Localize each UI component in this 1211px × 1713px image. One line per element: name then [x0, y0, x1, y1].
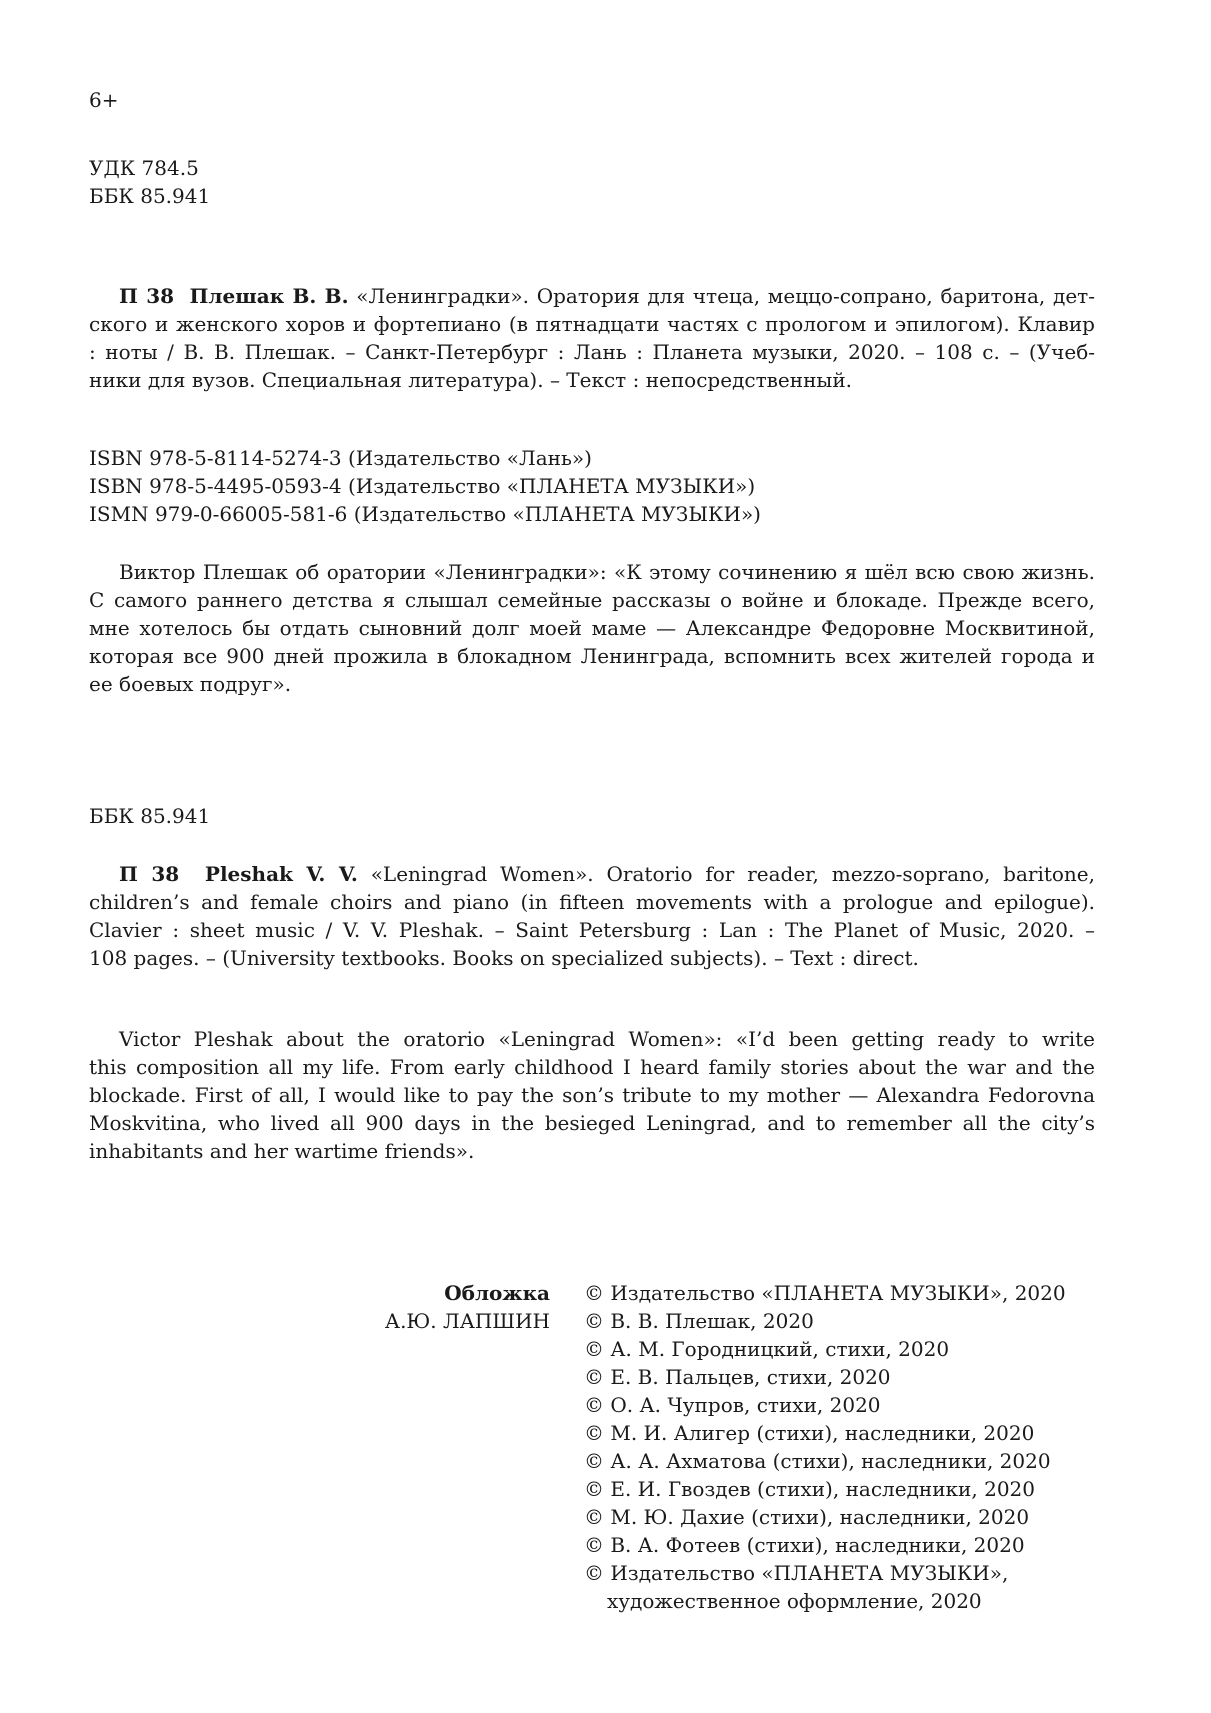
- bib-ru-code: П 38: [119, 284, 175, 308]
- cover-credit: [300, 1279, 550, 1335]
- bbk-code-en: ББК 85.941: [89, 804, 211, 828]
- udk-code: УДК 784.5: [89, 156, 199, 180]
- bib-ru-line: : ноты / В. В. Плешак. – Санкт-Петербург : Лань : Планета музыки, 2020. – 108 с. – (Учеб-: [89, 340, 1095, 364]
- annotation-en-line: this composition all my life. From early childhood I heard family stories about the war and the: [89, 1055, 1095, 1079]
- copyright-line: © А. А. Ахматова (стихи), наследники, 2020: [584, 1449, 1051, 1473]
- ismn-line: ISMN 979-0-66005-581-6 (Издательство «ПЛАНЕТА МУЗЫКИ»): [89, 502, 761, 526]
- isbn-line: ISBN 978-5-4495-0593-4 (Издательство «ПЛАНЕТА МУЗЫКИ»): [89, 474, 756, 498]
- copyright-line: © Издательство «ПЛАНЕТА МУЗЫКИ», 2020: [584, 1281, 1066, 1305]
- bib-en-text: «Leningrad Women». Oratorio for reader, mezzo-soprano, baritone,: [370, 862, 1096, 886]
- bib-en-code: П 38: [119, 862, 180, 886]
- copyright-line: художественное оформление, 2020: [607, 1589, 982, 1613]
- bib-ru-line: ники для вузов. Специальная литература). – Текст : непосредственный.: [89, 368, 853, 392]
- annotation-ru-line: которая все 900 дней прожила в блокадном Ленинграда, вспомнить всех жителей города и: [89, 644, 1095, 668]
- copyright-line: © В. А. Фотеев (стихи), наследники, 2020: [584, 1533, 1025, 1557]
- copyright-line: © Издательство «ПЛАНЕТА МУЗЫКИ»,: [584, 1561, 1009, 1585]
- annotation-ru-line: ее боевых подруг».: [89, 672, 292, 696]
- bib-ru-line: [89, 282, 1095, 310]
- bib-ru-author: Плешак В. В.: [189, 284, 349, 308]
- bib-en-line: children’s and female choirs and piano (in fifteen movements with a prologue and epilogue).: [89, 890, 1095, 914]
- bbk-code: ББК 85.941: [89, 184, 211, 208]
- annotation-ru-line: Виктор Плешак об оратории «Ленинградки»: «К этому сочинению я шёл всю свою жизнь.: [119, 560, 1095, 584]
- classification-block: [89, 154, 1095, 210]
- bib-en-line: 108 pages. – (University textbooks. Books on specialized subjects). – Text : direct.: [89, 946, 919, 970]
- cover-artist: А.Ю. ЛАПШИН: [384, 1309, 550, 1333]
- age-rating: 6+: [89, 88, 119, 112]
- isbn-line: ISBN 978-5-8114-5274-3 (Издательство «Лань»): [89, 446, 592, 470]
- bibliographic-record-en: [89, 860, 1095, 972]
- copyright-list: [584, 1279, 1184, 1615]
- annotation-en-line: Victor Pleshak about the oratorio «Leningrad Women»: «I’d been getting ready to write: [119, 1027, 1095, 1051]
- annotation-ru: [89, 558, 1095, 698]
- annotation-ru-line: С самого раннего детства я слышал семейные рассказы о войне и блокаде. Прежде всего,: [89, 588, 1095, 612]
- annotation-en: [89, 1025, 1095, 1165]
- annotation-en-line: blockade. First of all, I would like to pay the son’s tribute to my mother — Alexandra Fedorovna: [89, 1083, 1095, 1107]
- isbn-list: [89, 444, 1095, 528]
- annotation-ru-line: мне хотелось бы отдать сыновний долг моей маме — Александре Федоровне Москвитиной,: [89, 616, 1095, 640]
- bibliographic-record-ru: [89, 282, 1095, 394]
- bib-ru-line: ского и женского хоров и фортепиано (в пятнадцати частях с прологом и эпилогом). Клавир: [89, 312, 1095, 336]
- bib-ru-text: «Ленинградки». Оратория для чтеца, меццо-сопрано, баритона, дет-: [356, 284, 1095, 308]
- copyright-line: © Е. И. Гвоздев (стихи), наследники, 2020: [584, 1477, 1035, 1501]
- copyright-line: © О. А. Чупров, стихи, 2020: [584, 1393, 881, 1417]
- copyright-line: © Е. В. Пальцев, стихи, 2020: [584, 1365, 891, 1389]
- annotation-en-line: Moskvitina, who lived all 900 days in the besieged Leningrad, and to remember all the city’s: [89, 1111, 1095, 1135]
- cover-label: [300, 1279, 550, 1307]
- copyright-line: © М. И. Алигер (стихи), наследники, 2020: [584, 1421, 1035, 1445]
- bib-en-author: Pleshak V. V.: [204, 862, 358, 886]
- cover-label-text: Обложка: [444, 1281, 550, 1305]
- copyright-line: © А. М. Городницкий, стихи, 2020: [584, 1337, 950, 1361]
- copyright-line: © М. Ю. Дахие (стихи), наследники, 2020: [584, 1505, 1030, 1529]
- bib-en-line: Clavier : sheet music / V. V. Pleshak. – Saint Petersburg : Lan : The Planet of Music, 2020. –: [89, 918, 1095, 942]
- annotation-en-line: inhabitants and her wartime friends».: [89, 1139, 475, 1163]
- bib-en-line: [89, 860, 1095, 888]
- copyright-line: © В. В. Плешак, 2020: [584, 1309, 814, 1333]
